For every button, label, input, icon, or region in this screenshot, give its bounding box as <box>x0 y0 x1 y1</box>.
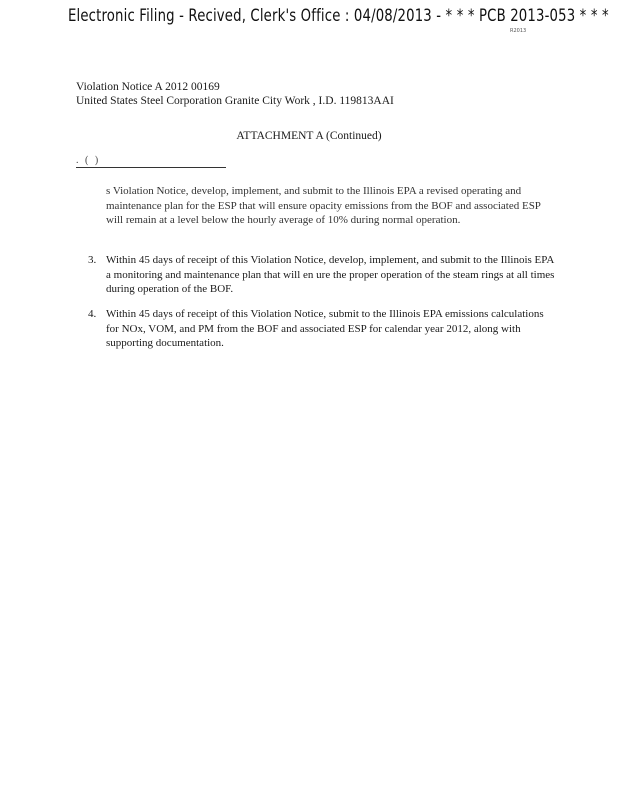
item-text: Within 45 days of receipt of this Violation Notice, develop, implement, and submit to the Illinois EPA a monitoring and maintenance plan that will en ure the proper operation of the steam rings at all times during operation of the BOF. <box>106 254 555 295</box>
item-text: s Violation Notice, develop, implement, and submit to the Illinois EPA a revised operating and maintenance plan for the ESP that will ensure opacity emissions from the BOF and associated ESP will remain at a level below the hourly average of 10% during normal operation. <box>106 185 541 226</box>
facility-line: United States Steel Corporation Granite City Work , I.D. 119813AAI <box>76 95 394 107</box>
list-item-2 <box>88 184 558 228</box>
violation-notice-number: Violation Notice A 2012 00169 <box>76 81 220 93</box>
stamp-subscript: R2013 <box>510 28 527 34</box>
item-number: 3. <box>88 254 97 266</box>
document-header <box>76 80 394 108</box>
item-number: 4. <box>88 308 97 320</box>
filing-stamp: Electronic Filing - Recived, Clerk's Office : 04/08/2013 - * * * PCB 2013-053 * * * <box>67 6 609 26</box>
list-item-4 <box>88 307 558 351</box>
item-text: Within 45 days of receipt of this Violation Notice, submit to the Illinois EPA emissions calculations for NOx, VOM, and PM from the BOF and associated ESP for calendar year 2012, along with supporting documentation. <box>106 308 544 349</box>
attachment-title: ATTACHMENT A (Continued) <box>236 130 382 142</box>
partial-heading: . ( ) <box>76 155 226 168</box>
list-item-3 <box>88 253 558 297</box>
